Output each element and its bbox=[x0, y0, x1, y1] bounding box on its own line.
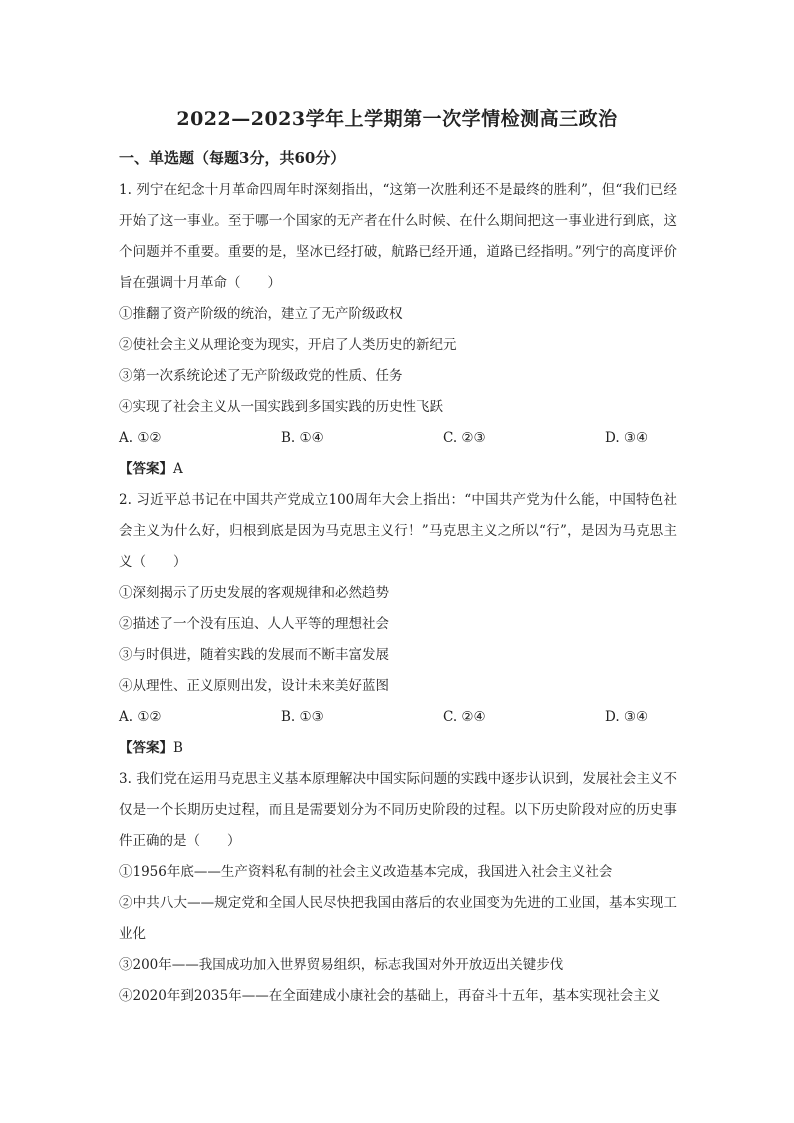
question-stem: 1. 列宁在纪念十月革命四周年时深刻指出，“这第一次胜利还不是最终的胜利”，但“我们已经开始了这一事业。至于哪一个国家的无产者在什么时候、在什么期间把这一事业进行到底，这个问题并不重要。重要的是，坚冰已经打破，航路已经开通，道路已经指明。”列宁的高度评价旨在强调十月革命（ ） bbox=[119, 182, 677, 291]
statement-item: ①推翻了资产阶级的统治，建立了无产阶级政权 bbox=[119, 306, 403, 322]
choice-b: B. ①③ bbox=[281, 709, 324, 725]
statement-item: ④从理性、正义原则出发，设计未来美好蓝图 bbox=[119, 678, 389, 694]
answer-label: 【答案】 bbox=[119, 740, 173, 756]
statement-item: ①1956年底——生产资料私有制的社会主义改造基本完成，我国进入社会主义社会 bbox=[119, 864, 613, 880]
question-3 bbox=[119, 764, 677, 1012]
choice-row bbox=[119, 423, 677, 454]
answer-label: 【答案】 bbox=[119, 461, 173, 477]
statement-item: ③第一次系统论述了无产阶级政党的性质、任务 bbox=[119, 368, 403, 384]
question-stem: 2. 习近平总书记在中国共产党成立100周年大会上指出：“中国共产党为什么能，中国特色社会主义为什么好，归根到底是因为马克思主义行！”马克思主义之所以“行”，是因为马克思主义（ ） bbox=[119, 492, 677, 570]
answer-value: B bbox=[173, 740, 183, 756]
statement-item: ②描述了一个没有压迫、人人平等的理想社会 bbox=[119, 616, 389, 632]
statement-item: ④2020年到2035年——在全面建成小康社会的基础上，再奋斗十五年，基本实现社会主义 bbox=[119, 988, 661, 1004]
question-2 bbox=[119, 485, 677, 764]
statement-item: ③200年——我国成功加入世界贸易组织，标志我国对外开放迈出关键步伐 bbox=[119, 957, 564, 973]
choice-c: C. ②③ bbox=[443, 430, 486, 446]
statement-item: ④实现了社会主义从一国实践到多国实践的历史性飞跃 bbox=[119, 399, 443, 415]
answer-line bbox=[119, 454, 677, 485]
answer-value: A bbox=[173, 461, 183, 477]
section-heading: 一、单选题（每题3分，共60分） bbox=[119, 149, 346, 167]
choice-c: C. ②④ bbox=[443, 709, 486, 725]
answer-line bbox=[119, 733, 677, 764]
question-list bbox=[119, 175, 677, 1012]
statement-item: ②使社会主义从理论变为现实，开启了人类历史的新纪元 bbox=[119, 337, 457, 353]
choice-a: A. ①② bbox=[119, 430, 162, 446]
statement-item: ②中共八大——规定党和全国人民尽快把我国由落后的农业国变为先进的工业国，基本实现工业化 bbox=[119, 895, 677, 942]
question-1 bbox=[119, 175, 677, 485]
question-stem: 3. 我们党在运用马克思主义基本原理解决中国实际问题的实践中逐步认识到，发展社会主义不仅是一个长期历史过程，而且是需要划分为不同历史阶段的过程。以下历史阶段对应的历史事件正确的是（ ） bbox=[119, 771, 677, 849]
page-title: 2022—2023学年上学期第一次学情检测高三政治 bbox=[176, 108, 618, 130]
choice-row bbox=[119, 702, 677, 733]
statement-item: ①深刻揭示了历史发展的客观规律和必然趋势 bbox=[119, 585, 389, 601]
choice-a: A. ①② bbox=[119, 709, 162, 725]
choice-d: D. ③④ bbox=[605, 430, 649, 446]
choice-d: D. ③④ bbox=[605, 709, 649, 725]
statement-item: ③与时俱进，随着实践的发展而不断丰富发展 bbox=[119, 647, 389, 663]
choice-b: B. ①④ bbox=[281, 430, 324, 446]
